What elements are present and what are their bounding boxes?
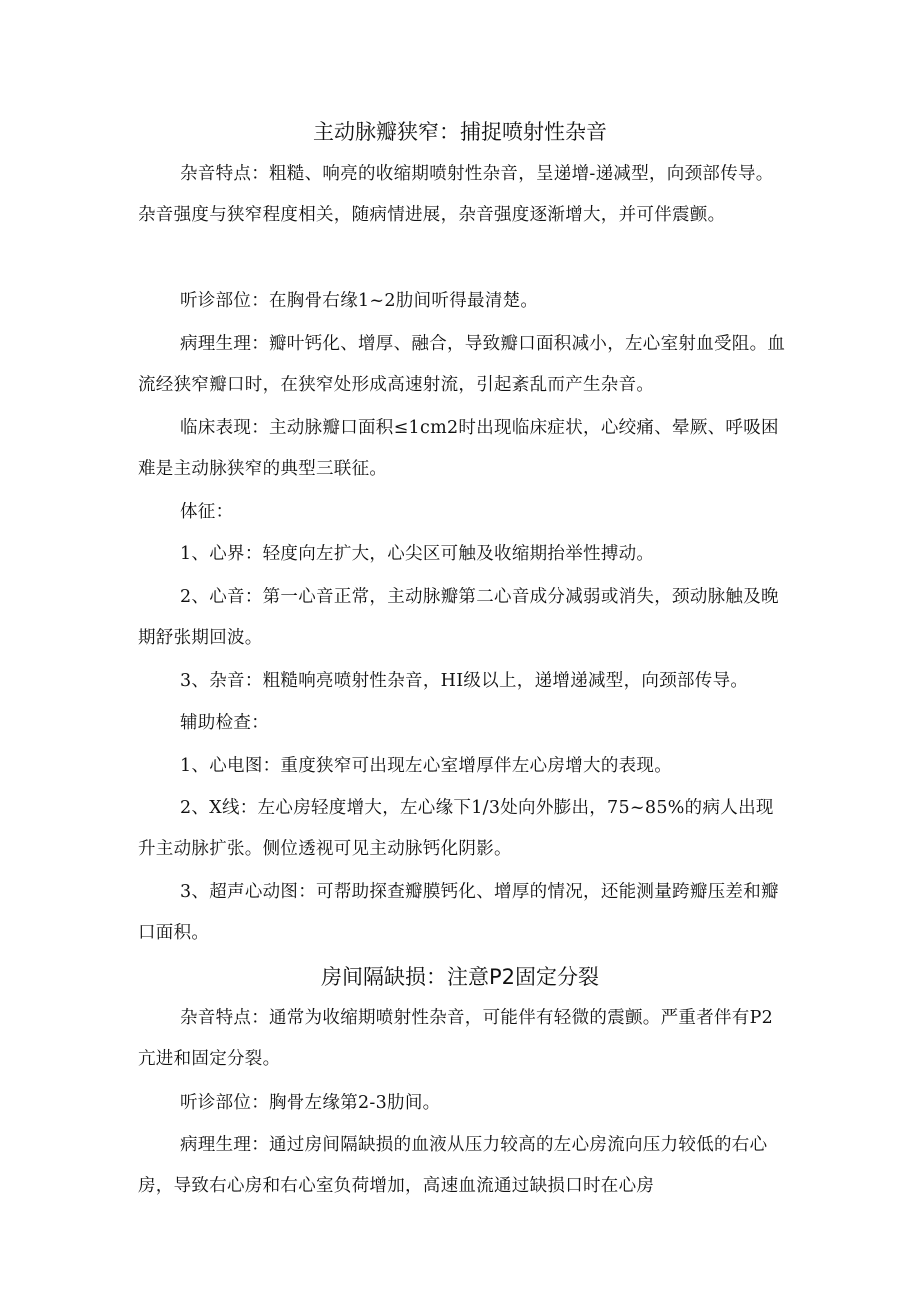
paragraph-murmur-features: 杂音特点：粗糙、响亮的收缩期喷射性杂音，呈递增-递减型，向颈部传导。杂音强度与狭窄程度相关，随病情进展，杂音强度逐渐增大，并可伴震颤。 [138,164,774,225]
paragraph-asd-auscultation-site: 听诊部位：胸骨左缘第2-3肋间。 [180,1093,441,1113]
paragraph-asd-murmur-features: 杂音特点：通常为收缩期喷射性杂音，可能伴有轻微的震颤。严重者伴有P2亢进和固定分裂。 [138,1008,774,1069]
paragraph-exam-echo: 3、超声心动图：可帮助探查瓣膜钙化、增厚的情况，还能测量跨瓣压差和瓣口面积。 [138,882,779,943]
paragraph-signs-heading: 体征： [180,502,234,522]
paragraph-pathophysiology: 病理生理：瓣叶钙化、增厚、融合，导致瓣口面积减小，左心室射血受阻。血流经狭窄瓣口时，在狭窄处形成高速射流，引起紊乱而产生杂音。 [138,334,786,395]
paragraph-exams-heading: 辅助检查： [180,713,269,733]
paragraph-sign-heart-sound: 2、心音：第一心音正常，主动脉瓣第二心音成分减弱或消失，颈动脉触及晚期舒张期回波。 [138,587,779,648]
paragraph-exam-ecg: 1、心电图：重度狭窄可出现左心室增厚伴左心房增大的表现。 [180,756,673,776]
paragraph-auscultation-site: 听诊部位：在胸骨右缘1~2肋间听得最清楚。 [180,291,539,311]
paragraph-exam-xray: 2、X线：左心房轻度增大，左心缘下1/3处向外膨出，75~85%的病人出现升主动脉扩张。侧位透视可见主动脉钙化阴影。 [138,798,774,859]
section-title-aortic-stenosis: 主动脉瓣狭窄：捕捉喷射性杂音 [313,120,607,144]
section-title-atrial-septal-defect: 房间隔缺损：注意P2固定分裂 [320,965,600,989]
paragraph-sign-heart-border: 1、心界：轻度向左扩大，心尖区可触及收缩期抬举性搏动。 [180,544,655,564]
paragraph-clinical-manifestation: 临床表现：主动脉瓣口面积≤1cm2时出现临床症状，心绞痛、晕厥、呼吸困难是主动脉狭窄的典型三联征。 [138,418,779,479]
paragraph-asd-pathophysiology: 病理生理：通过房间隔缺损的血液从压力较高的左心房流向压力较低的右心房，导致右心房和右心室负荷增加，高速血流通过缺损口时在心房 [138,1135,768,1196]
paragraph-sign-murmur: 3、杂音：粗糙响亮喷射性杂音，HI级以上，递增递减型，向颈部传导。 [180,671,749,691]
